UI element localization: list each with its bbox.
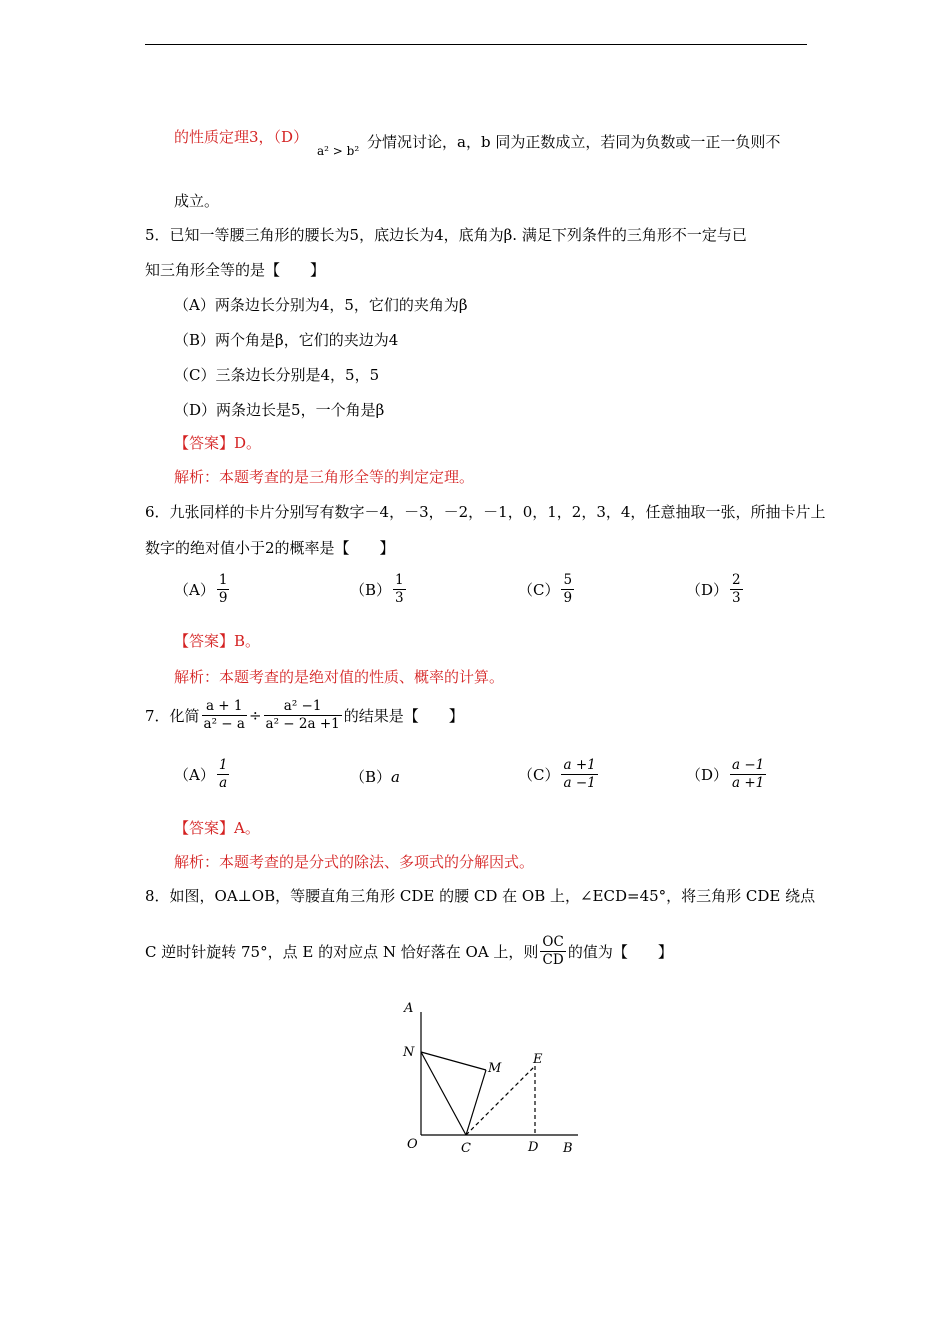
q5-option-c: （C）三条边长分别是4，5，5 — [174, 366, 380, 384]
q5-answer: 【答案】D。 — [174, 434, 262, 452]
q7-option-a-label: （A） — [174, 765, 215, 784]
label-a: A — [404, 1001, 414, 1016]
q5-line1: 5．已知一等腰三角形的腰长为5，底边长为4，底角为β. 满足下列条件的三角形不一定与已 — [145, 226, 747, 244]
q5-line2: 知三角形全等的是【 】 — [145, 261, 326, 279]
q6-option-a-label: （A） — [174, 580, 215, 599]
q6-line1: 6．九张同样的卡片分别写有数字－4，－3，－2，－1，0，1，2，3，4，任意抽取一张，所抽卡片上 — [145, 503, 826, 521]
q4-prefix: 的性质定理3，（D） — [174, 128, 309, 146]
q7-prefix: 7．化简 — [145, 706, 200, 725]
label-o: O — [407, 1137, 418, 1152]
segment-mc — [466, 1070, 486, 1135]
frac-denominator: 9 — [563, 589, 573, 606]
frac-numerator: a +1 — [563, 757, 596, 773]
q8-line2-suffix: 的值为【 】 — [567, 942, 673, 961]
q7-divide-sign: ÷ — [248, 706, 262, 725]
frac-denominator: a² − a — [203, 715, 245, 732]
frac-numerator: 2 — [732, 572, 741, 588]
label-m: M — [488, 1061, 502, 1076]
frac-denominator: CD — [542, 951, 564, 968]
q4-cont: 成立。 — [174, 192, 220, 210]
q7-option-c-label: （C） — [518, 765, 560, 784]
frac-numerator: 1 — [395, 572, 404, 588]
label-b: B — [563, 1141, 573, 1156]
frac-denominator: a +1 — [732, 774, 765, 791]
frac-denominator: 9 — [218, 589, 228, 606]
frac-numerator: 1 — [218, 757, 228, 773]
label-c: C — [461, 1141, 471, 1156]
label-e: E — [533, 1052, 543, 1067]
q7-analysis: 解析：本题考查的是分式的除法、多项式的分解因式。 — [174, 853, 535, 871]
q7-answer: 【答案】A。 — [174, 819, 260, 837]
frac-numerator: a −1 — [732, 757, 765, 773]
frac-numerator: OC — [542, 934, 564, 950]
q7-suffix: 的结果是【 】 — [343, 706, 464, 725]
q6-option-b-label: （B） — [350, 580, 392, 599]
q5-option-d: （D）两条边长是5，一个角是β — [174, 401, 385, 419]
q7-option-d-label: （D） — [686, 765, 729, 784]
q5-analysis: 解析：本题考查的是三角形全等的判定定理。 — [174, 468, 475, 486]
frac-numerator: a² −1 — [264, 698, 342, 716]
frac-numerator: a + 1 — [202, 698, 247, 716]
q7-option-b-text: a — [391, 768, 400, 786]
q4-formula: a² > b² — [317, 144, 360, 158]
q5-option-b: （B）两个角是β，它们的夹边为4 — [174, 331, 399, 349]
frac-denominator: 3 — [395, 589, 404, 606]
frac-denominator: 3 — [732, 589, 741, 606]
q6-line2: 数字的绝对值小于2的概率是【 】 — [145, 539, 395, 557]
q6-option-c-label: （C） — [518, 580, 560, 599]
frac-denominator: a² − 2a +1 — [265, 715, 340, 732]
q6-analysis: 解析：本题考查的是绝对值的性质、概率的计算。 — [174, 668, 505, 686]
frac-numerator: 5 — [563, 572, 573, 588]
label-d: D — [528, 1140, 539, 1155]
frac-numerator: 1 — [218, 572, 228, 588]
segment-nc — [421, 1052, 466, 1135]
q8-line2-prefix: C 逆时针旋转 75°，点 E 的对应点 N 恰好落在 OA 上，则 — [145, 942, 539, 961]
frac-denominator: a — [219, 774, 228, 791]
frac-denominator: a −1 — [563, 774, 596, 791]
segment-nm — [421, 1052, 486, 1070]
label-n: N — [403, 1045, 415, 1060]
q4-suffix: 分情况讨论，a，b 同为正数成立，若同为负数或一正一负则不 — [367, 133, 781, 151]
q6-option-d-label: （D） — [686, 580, 729, 599]
q5-option-a: （A）两条边长分别为4，5，它们的夹角为β — [174, 296, 468, 314]
q8-line1: 8．如图，OA⊥OB，等腰直角三角形 CDE 的腰 CD 在 OB 上，∠ECD=45°，将三角形 CDE 绕点 — [145, 887, 816, 905]
q7-option-b-label: （B） — [350, 768, 392, 786]
q6-answer: 【答案】B。 — [174, 632, 261, 650]
